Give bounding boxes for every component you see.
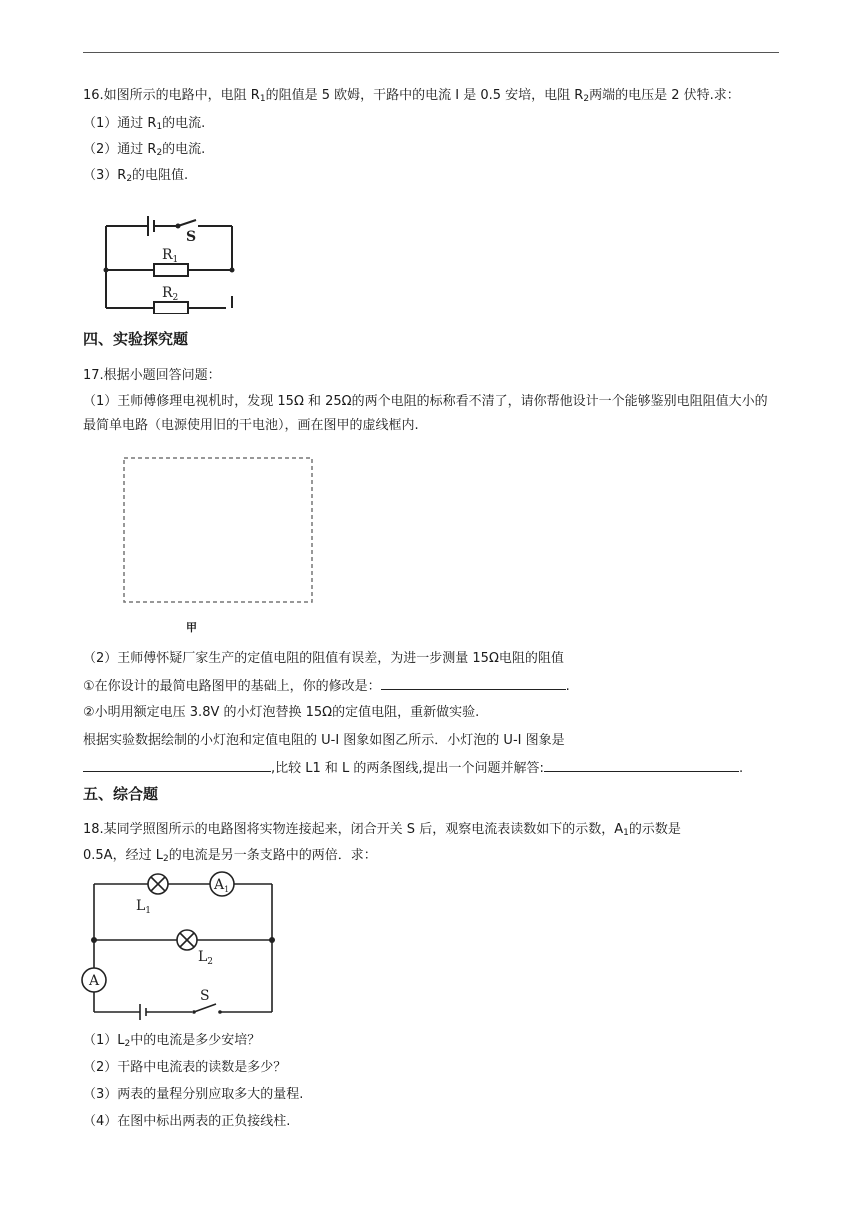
q17-figure-caption: 甲 bbox=[186, 621, 197, 634]
q16-circuit-diagram bbox=[96, 210, 246, 314]
q18-switch-label: S bbox=[200, 988, 210, 1004]
answer-blank bbox=[544, 757, 739, 772]
section4-heading: 四、实验探究题 bbox=[83, 330, 189, 348]
q18-part3: （3）两表的量程分别应取多大的量程. bbox=[83, 1087, 304, 1102]
q18-stem: 18.某同学照图所示的电路图将实物连接起来，闭合开关 S 后，观察电流表读数如下的示数，$A_1$的示数是 bbox=[83, 822, 681, 838]
q17-sub4: ,比较 L1 和 L 的两条图线,提出一个问题并解答: . bbox=[83, 757, 743, 779]
q18-ammeter-label: A bbox=[89, 973, 100, 989]
q17-stem: 17.根据小题回答问题： bbox=[83, 368, 221, 383]
q18-part4: （4）在图中标出两表的正负接线柱. bbox=[83, 1114, 291, 1129]
q17-part1: （1）王师傅修理电视机时，发现 15Ω 和 25Ω的两个电阻的标称看不清了，请你帮他设计一个能够鉴别电阻阻值大小的最简单电路（电源使用旧的干电池），画在图甲的虚线框内. bbox=[83, 394, 768, 433]
q16-part1: （1）通过 $R_1$的电流. bbox=[83, 116, 206, 132]
q17-sub2: ②小明用额定电压 3.8V 的小灯泡替换 15Ω的定值电阻，重新做实验. bbox=[83, 705, 480, 720]
q17-sub3: 根据实验数据绘制的小灯泡和定值电阻的 U-I 图象如图乙所示．小灯泡的 U-I 图象是 bbox=[83, 733, 565, 748]
q16-r1-label: $R_1$ bbox=[162, 247, 179, 265]
q16-r2-label: $R_2$ bbox=[162, 285, 179, 303]
answer-blank bbox=[381, 675, 566, 690]
q16-switch-label: S bbox=[186, 229, 197, 245]
q18-circuit-diagram bbox=[80, 870, 286, 1030]
q16-part2: （2）通过 $R_2$的电流. bbox=[83, 142, 206, 158]
q18-part2: （2）干路中电流表的读数是多少？ bbox=[83, 1060, 287, 1075]
q18-stem-line2: 0.5A，经过 $L_2$的电流是另一条支路中的两倍．求： bbox=[83, 848, 377, 864]
q16-stem: 16.如图所示的电路中，电阻 $R_1$的阻值是 5 欧姆，干路中的电流 I 是 0.5 安培，电阻 $R_2$两端的电压是 2 伏特.求： bbox=[83, 88, 740, 104]
q18-a1-label: $A_1$ bbox=[214, 877, 230, 894]
answer-blank bbox=[83, 757, 271, 772]
q17-dashed-box-figure bbox=[120, 454, 316, 606]
top-rule bbox=[83, 52, 779, 53]
q17-part2: （2）王师傅怀疑厂家生产的定值电阻的阻值有误差，为进一步测量 15Ω电阻的阻值 bbox=[83, 651, 564, 666]
q17-sub1: ①在你设计的最简电路图甲的基础上，你的修改是： . bbox=[83, 675, 570, 697]
q16-part3: $(3)R_2$的电阻值. bbox=[83, 168, 189, 184]
q18-l2-label: $L_2$ bbox=[198, 949, 214, 967]
q18-part1: $(1)L_2$中的电流是多少安培？ bbox=[83, 1033, 261, 1049]
section5-heading: 五、综合题 bbox=[83, 785, 159, 803]
q18-l1-label: $L_1$ bbox=[136, 898, 152, 916]
